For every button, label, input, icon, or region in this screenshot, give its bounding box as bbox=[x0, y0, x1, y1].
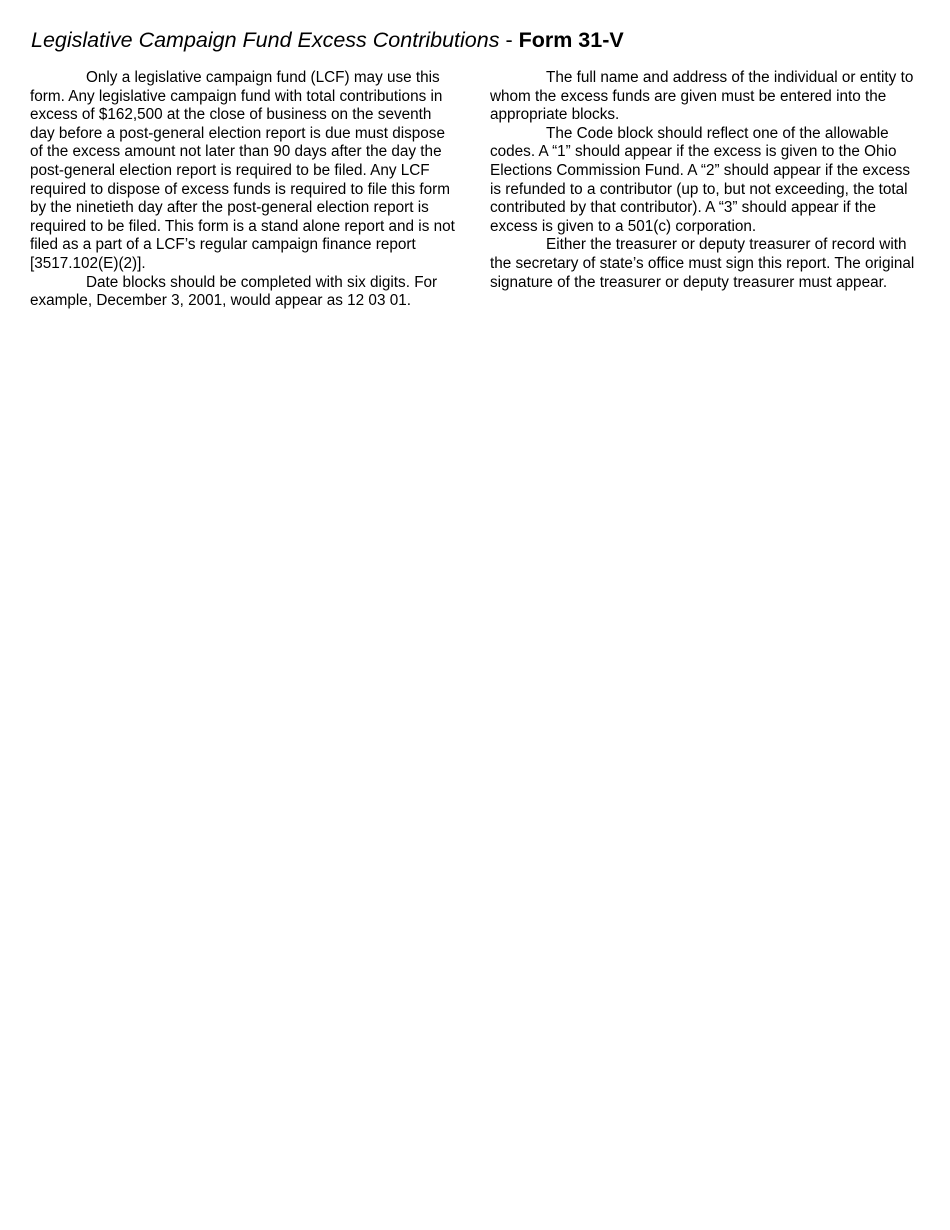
left-column bbox=[30, 69, 460, 311]
paragraph-date-blocks: Date blocks should be completed with six digits. For example, December 3, 2001, would appear as 12 03 01. bbox=[30, 273, 438, 310]
paragraph-recipient-name-address: The full name and address of the individual or entity to whom the excess funds are given must be entered into the appropriate blocks. bbox=[490, 69, 914, 124]
title-form-name: Legislative Campaign Fund Excess Contributions bbox=[31, 28, 500, 52]
title-separator: - bbox=[499, 28, 519, 52]
paragraph-lcf-eligibility: Only a legislative campaign fund (LCF) may use this form. Any legislative campaign fund with total contributions in excess of $162,500 at the close of business on the seventh day before a post-general election report is due must dispose of the excess amount not later than 90 days after the day the post-general election report is required to be filed. Any LCF required to dispose of excess funds is required to file this form by the ninetieth day after the post-general election report is required to be filed. This form is a stand alone report and is not filed as a part of a LCF’s regular campaign finance report [3517.102(E)(2)]. bbox=[30, 69, 455, 272]
title-form-number: Form 31-V bbox=[518, 28, 624, 52]
paragraph-code-block: The Code block should reflect one of the allowable codes. A “1” should appear if the excess is given to the Ohio Elections Commission Fund. A “2” should appear if the excess is refunded to a contributor (up to, but not exceeding, the total contributed by that contributor). A “3” should appear if the excess is given to a 501(c) corporation. bbox=[490, 124, 911, 235]
paragraph-signature: Either the treasurer or deputy treasurer of record with the secretary of state’s office must sign this report. The original signature of the treasurer or deputy treasurer must appear. bbox=[490, 236, 915, 291]
page-title bbox=[31, 25, 624, 55]
right-column bbox=[490, 69, 922, 292]
